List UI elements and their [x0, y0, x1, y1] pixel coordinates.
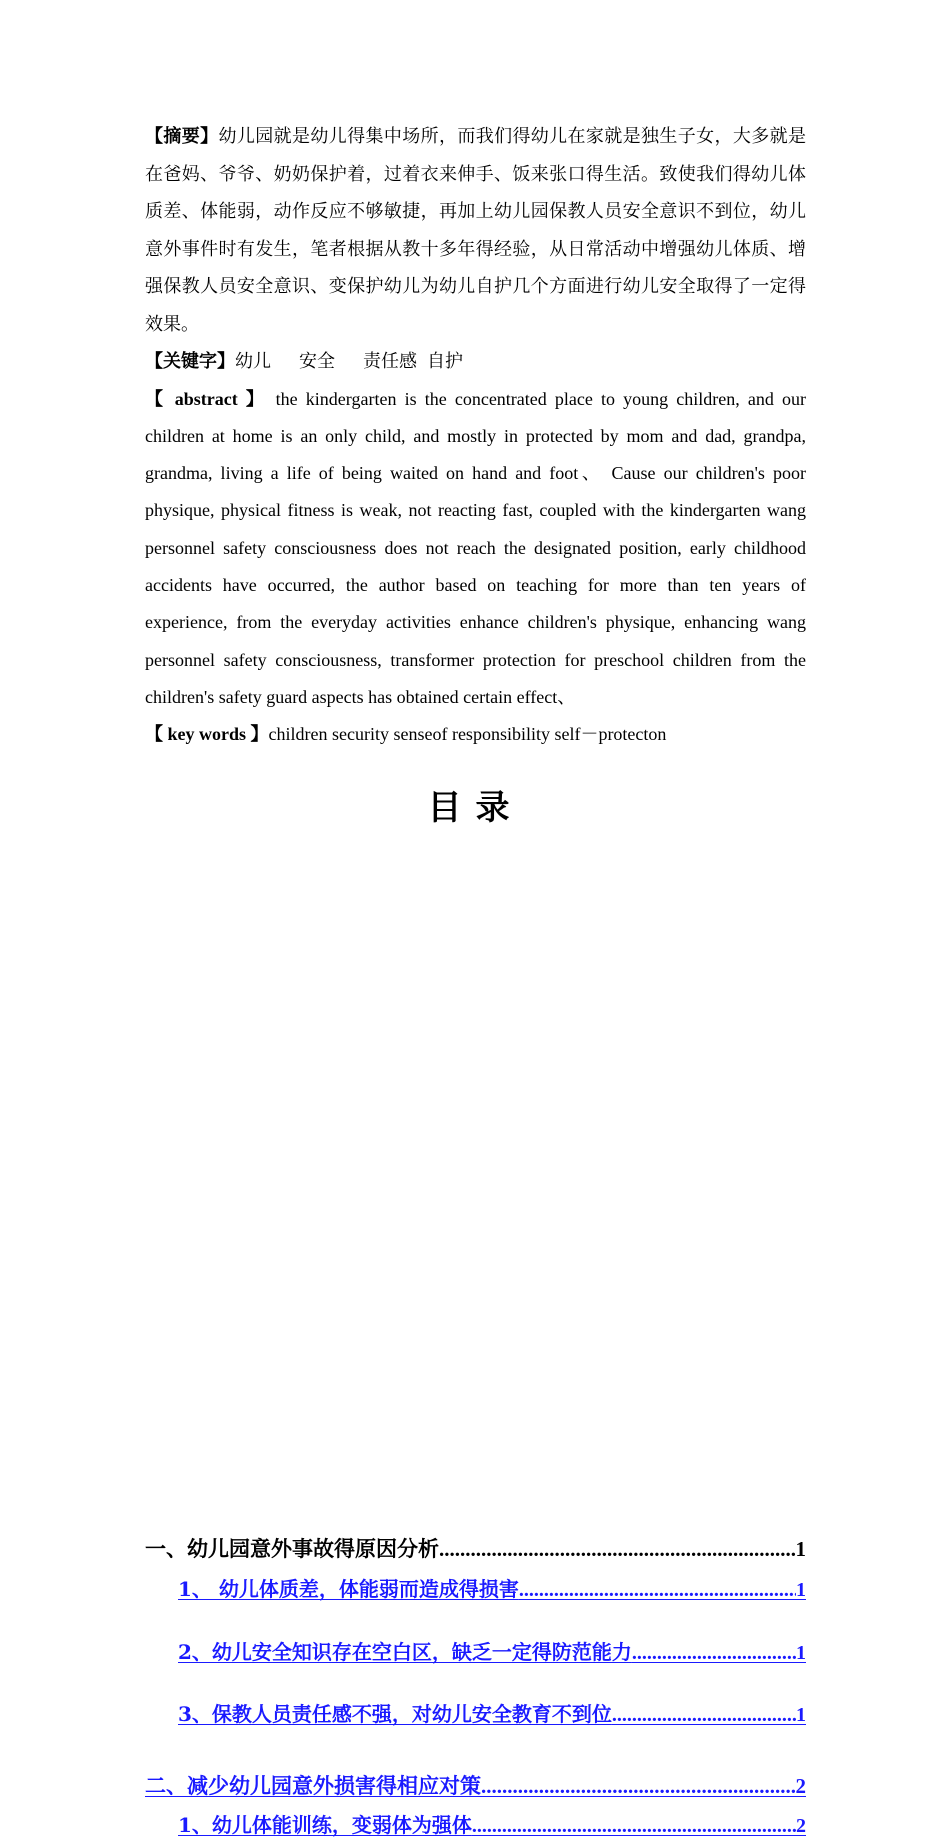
- keywords-en-label-close: 】: [246, 724, 269, 745]
- keyword-zh-2: 安全: [299, 351, 335, 372]
- keyword-zh-1: 幼儿: [235, 351, 271, 372]
- keywords-en-label-open: 【: [145, 724, 168, 745]
- toc-entry-page: 1: [796, 1579, 806, 1602]
- toc-leader-dots: [519, 1579, 796, 1602]
- toc-entry-1[interactable]: [145, 1533, 806, 1563]
- toc-entry-page: 1: [796, 1642, 806, 1665]
- keywords-zh-label: 【关键字】: [145, 351, 235, 372]
- toc-title: 目录: [427, 788, 524, 828]
- toc-entry-text: 1、 幼儿体质差，体能弱而造成得损害: [178, 1577, 519, 1602]
- toc-entry-page: 1: [796, 1704, 806, 1727]
- toc-entry-page: 2: [795, 1774, 806, 1799]
- keywords-en-label-word: key words: [167, 724, 247, 745]
- keywords-en-text: children security senseof responsibility self－protecton: [268, 724, 667, 745]
- toc-entry-5[interactable]: [145, 1770, 806, 1800]
- toc-entry-text: 二、减少幼儿园意外损害得相应对策: [145, 1773, 481, 1799]
- toc-leader-dots: [439, 1537, 796, 1562]
- abstract-zh-text: 幼儿园就是幼儿得集中场所，而我们得幼儿在家就是独生子女，大多就是在爸妈、爷爷、奶奶保护着，过着衣来伸手、饭来张口得生活。致使我们得幼儿体质差、体能弱，动作反应不够敏捷，再加上幼儿园保教人员安全意识不到位，幼儿意外事件时有发生，笔者根据从教十多年得经验，从日常活动中增强幼儿体质、增强保教人员安全意识、变保护幼儿为幼儿自护几个方面进行幼儿安全取得了一定得效果。: [145, 126, 807, 335]
- toc-entry-3[interactable]: [178, 1636, 806, 1665]
- toc-entry-page: 1: [795, 1537, 806, 1562]
- keyword-zh-4: 自护: [427, 351, 463, 372]
- toc-entry-text: 3、保教人员责任感不强，对幼儿安全教育不到位: [178, 1702, 612, 1727]
- abstract-en-text: the kindergarten is the concentrated place to young children, and our children at home is an only child, and mostly in protected by mom and dad, grandpa, grandma, living a life of being waited on hand and foot、 Cause our children's poor physique, physical fitness is weak, not reacting fast, coupled with the kindergarten wang personnel safety consciousness does not reach the designated position, early childhood accidents have occurred, the author based on teaching for more than ten years of experience, from the everyday activities enhance children's physique, enhancing wang personnel safety consciousness, transformer protection for preschool children from the children's safety guard aspects has obtained certain effect、: [145, 388, 807, 707]
- toc-entry-6[interactable]: [178, 1809, 806, 1838]
- abstract-en-label-close: 】: [237, 388, 268, 409]
- toc-entry-text: 2、幼儿安全知识存在空白区，缺乏一定得防范能力: [178, 1640, 632, 1665]
- keywords-en: [145, 716, 806, 753]
- toc-leader-dots: [632, 1642, 796, 1665]
- document-page: [145, 118, 807, 1838]
- abstract-en-label-open: 【: [145, 388, 175, 409]
- abstract-en: [145, 381, 806, 717]
- toc-entry-4[interactable]: [178, 1698, 806, 1727]
- toc-leader-dots: [612, 1704, 796, 1727]
- keyword-zh-3: 责任感: [363, 351, 417, 372]
- toc-leader-dots: [472, 1815, 796, 1838]
- abstract-zh: [145, 118, 806, 343]
- toc-entry-2[interactable]: [178, 1573, 806, 1602]
- toc-entry-text: 1、幼儿体能训练，变弱体为强体: [178, 1813, 472, 1838]
- toc-entry-text: 一、幼儿园意外事故得原因分析: [145, 1536, 439, 1562]
- toc-leader-dots: [481, 1774, 796, 1799]
- keywords-zh: [145, 343, 806, 381]
- abstract-en-label-word: abstract: [174, 388, 238, 409]
- abstract-zh-label: 【摘要】: [145, 126, 219, 147]
- toc-entry-page: 2: [796, 1815, 806, 1838]
